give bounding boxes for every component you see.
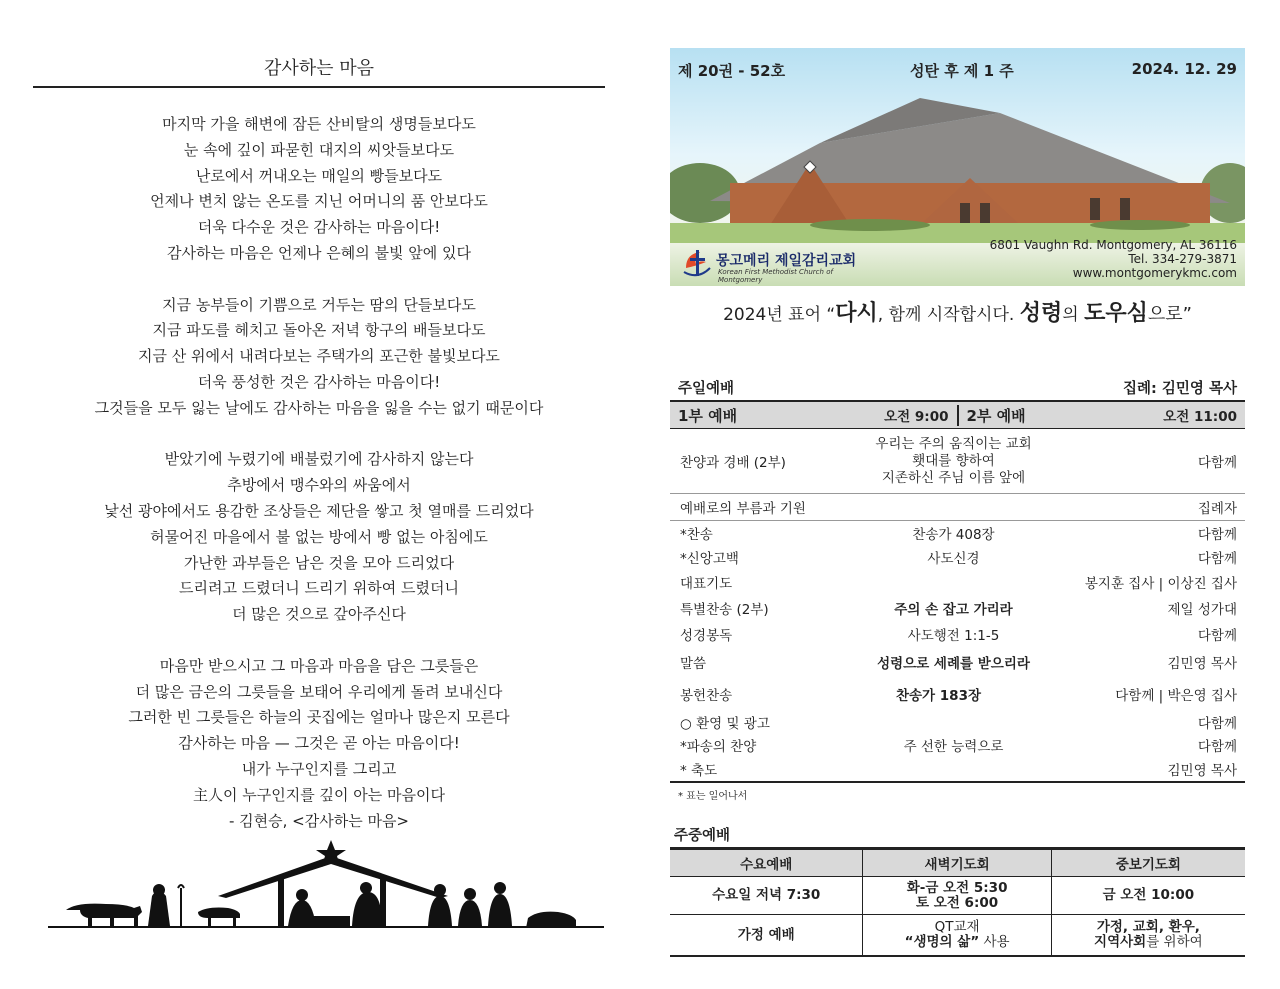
order-item [670, 647, 1245, 677]
table-header-row [670, 850, 1245, 877]
wednesday-time: 수요일 저녁 7:30 [670, 877, 863, 915]
order-item-who: 다함께 [1197, 628, 1237, 644]
order-item-name: 봉헌찬송 [680, 687, 733, 704]
poem-line: 더 많은 금은의 그릇들을 보태어 우리에게 돌려 보내신다 [135, 682, 503, 701]
motto-text: , 함께 시작합시다. [877, 305, 1020, 325]
second-service-label: 2부 예배 [966, 406, 1026, 425]
bulletin-date: 2024. 12. 29 [1131, 60, 1237, 78]
telephone: Tel. 334-279-3871 [1128, 252, 1237, 266]
poem-line: 마음만 받으시고 그 마음과 마음을 담은 그릇들은 [159, 656, 479, 675]
qt-use: 사용 [979, 934, 1010, 950]
order-item [670, 710, 1245, 733]
dawn-saturday-time: 토 오전 6:00 [916, 894, 999, 911]
order-item [670, 429, 1245, 493]
poem-line: 허물어진 마을에서 불 없는 방에서 빵 없는 아침에도 [150, 527, 488, 546]
order-item-content: 찬송가 183장 [895, 687, 982, 704]
street-address: 6801 Vaughn Rd. Montgomery, AL 36116 [989, 238, 1237, 252]
order-item-who: 다함께 | 박은영 집사 [1115, 687, 1237, 704]
order-item [670, 569, 1245, 594]
order-item-who: 집례자 [1197, 501, 1237, 517]
first-service-time: 오전 9:00 [884, 408, 949, 425]
home-worship-label: 가정 예배 [670, 915, 863, 957]
poem-line: 가난한 과부들은 남은 것을 모아 드리었다 [183, 553, 455, 572]
motto-prefix: 2024년 표어 “ [723, 305, 836, 325]
dawn-weekday-time: 화-금 오전 5:30 [906, 879, 1008, 896]
praise-song: 지존하신 주님 이름 앞에 [881, 469, 1026, 486]
poem-title: 감사하는 마음 [33, 48, 605, 88]
order-item [670, 545, 1245, 569]
order-item-name: 찬양과 경배 (2부) [680, 455, 786, 471]
poem-line: 받았기에 누렸기에 배불렀기에 감사하지 않는다 [164, 450, 474, 469]
weekday-worship-title: 주중예배 [670, 824, 1245, 849]
motto-word: 다시 [835, 301, 878, 326]
order-item-content: 주 선한 능력으로 [903, 739, 1004, 755]
poem-line: 그것들을 모두 잃는 날에도 감사하는 마음을 잃을 수는 없기 때문이다 [94, 398, 544, 417]
motto-word: 성령 [1019, 301, 1063, 326]
intercession-time: 금 오전 10:00 [1051, 877, 1245, 915]
order-item-who: 제일 성가대 [1167, 601, 1237, 618]
weekday-schedule-table [670, 849, 1245, 957]
website-link[interactable]: www.montgomerykmc.com [1072, 266, 1237, 280]
second-service [957, 405, 1246, 426]
section-title: 주일예배 [678, 381, 735, 397]
order-item-content: 주의 손 잡고 가리라 [894, 601, 1013, 618]
poem-line: 언제나 변치 않는 온도를 지닌 어머니의 품 안보다도 [150, 192, 488, 211]
praise-song: 우리는 주의 움직이는 교회 [875, 435, 1032, 452]
order-item-who: 봉지훈 집사 | 이상진 집사 [1084, 575, 1237, 592]
poem-line: 눈 속에 깊이 파묻힌 대지의 씨앗들보다도 [183, 140, 455, 159]
sunday-worship-header [670, 377, 1245, 402]
church-logo [680, 246, 860, 284]
order-item-name: 예배로의 부름과 기원 [680, 501, 806, 517]
poem-stanza [33, 112, 605, 267]
order-item-name: 말씀 [680, 656, 707, 672]
volume-number: 제 20권 - 52호 [678, 62, 786, 80]
column-header: 중보기도회 [1051, 850, 1245, 877]
church-building-painting [670, 83, 1245, 243]
order-item-name: *파송의 찬양 [680, 739, 757, 755]
poem-line: 낯선 광야에서도 용감한 조상들은 제단을 쌓고 첫 열매를 드리었다 [104, 501, 534, 520]
cross-flame-icon [680, 246, 714, 280]
order-item-content: 사도신경 [927, 551, 980, 567]
order-item-name: 대표기도 [680, 575, 733, 592]
sermon-title: 성령으로 세례를 받으리라 [877, 656, 1030, 672]
poem-line: 감사하는 마음 — 그것은 곧 아는 마음이다! [178, 734, 460, 753]
order-item [670, 621, 1245, 647]
poem-body [33, 112, 605, 834]
poem-line: 더욱 다수운 것은 감사하는 마음이다! [197, 218, 441, 237]
poem-page [33, 48, 605, 860]
poem-line: 主人이 누구인지를 깊이 아는 마음이다 [193, 785, 445, 804]
poem-line: 지금 산 위에서 내려다보는 주택가의 포근한 불빛보다도 [138, 347, 500, 366]
order-item-who: 다함께 [1197, 715, 1237, 732]
motto-text: 으로” [1147, 304, 1192, 325]
order-item-name: * 축도 [680, 763, 718, 779]
poem-line: 더욱 풍성한 것은 감사하는 마음이다! [197, 372, 441, 391]
order-item-name: 특별찬송 (2부) [680, 601, 769, 618]
order-item-who: 다함께 [1197, 455, 1237, 471]
poem-line: 지금 농부들이 기쁨으로 거두는 땀의 단들보다도 [162, 295, 476, 314]
qt-label: QT교재 [934, 919, 980, 935]
order-item-name: *신앙고백 [680, 551, 739, 567]
order-item [670, 677, 1245, 710]
order-item-name: ○ 환영 및 광고 [680, 715, 770, 732]
first-service-label: 1부 예배 [678, 406, 738, 425]
poem-line: 마지막 가을 해변에 잠든 산비탈의 생명들보다도 [162, 115, 476, 133]
order-item-content: 사도행전 1:1-5 [907, 628, 1000, 644]
order-item-name: *찬송 [680, 527, 713, 543]
order-item [670, 520, 1245, 545]
yearly-motto [670, 296, 1245, 327]
poem-stanza [33, 654, 605, 835]
poem-line: 지금 파도를 헤치고 돌아온 저녁 항구의 배들보다도 [152, 321, 486, 340]
column-header: 새벽기도회 [863, 850, 1051, 877]
prayer-topic-suffix: 를 위하여 [1146, 934, 1203, 950]
order-item-name: 성경봉독 [680, 628, 733, 644]
poem-line: 드리려고 드렸더니 드리기 위하여 드렸더니 [179, 579, 459, 598]
first-service [670, 405, 957, 426]
motto-text: 의 [1062, 305, 1085, 325]
prayer-topic-community: 지역사회 [1094, 934, 1147, 950]
service-times-bar [670, 402, 1245, 429]
dawn-prayer-time [863, 877, 1051, 915]
second-service-time: 오전 11:00 [1163, 408, 1237, 425]
order-item [670, 594, 1245, 621]
liturgical-season: 성탄 후 제 1 주 [910, 62, 1014, 80]
poem-stanza [33, 293, 605, 422]
poem-line: 그러한 빈 그릇들은 하늘의 곳집에는 얼마나 많은지 모른다 [128, 708, 510, 727]
praise-song: 횃대를 향하여 [912, 452, 995, 469]
order-item [670, 733, 1245, 757]
poem-stanza [33, 447, 605, 628]
order-item [670, 757, 1245, 783]
church-name: 몽고메리 제일감리교회 [716, 253, 857, 269]
poem-line: 내가 누구인지를 그리고 [241, 759, 397, 778]
poem-line: 추방에서 맹수와의 싸움에서 [227, 476, 411, 495]
worship-leader: 집례: 김민영 목사 [1123, 381, 1237, 397]
order-item-who: 김민영 목사 [1167, 656, 1237, 672]
qt-book-title: “생명의 삶” [904, 934, 980, 950]
order-item [670, 493, 1245, 520]
order-item-content: 찬송가 408장 [912, 527, 995, 543]
church-address [990, 238, 1237, 280]
standing-note: * 표는 일어나서 [678, 791, 748, 802]
motto-word: 도우심 [1084, 301, 1148, 326]
nativity-silhouette-image [48, 840, 604, 930]
poem-line: 난로에서 꺼내오는 매일의 빵들보다도 [195, 166, 443, 185]
order-item-content [830, 436, 1077, 487]
poem-line: 더 많은 것으로 갚아주신다 [232, 605, 406, 624]
poem-line: 감사하는 마음은 언제나 은혜의 불빛 앞에 있다 [167, 243, 471, 262]
church-header-image [670, 48, 1245, 286]
order-item-who: 김민영 목사 [1167, 763, 1237, 779]
order-item-who: 다함께 [1197, 527, 1237, 543]
order-item-who: 다함께 [1197, 551, 1237, 567]
column-header: 수요예배 [670, 850, 863, 877]
poem-credit: - 김현승, <감사하는 마음> [228, 811, 410, 830]
bulletin-page [670, 48, 1245, 957]
intercession-topics [1051, 915, 1245, 957]
order-item-who: 다함께 [1197, 739, 1237, 755]
prayer-topics: 가정, 교회, 환우, [1096, 919, 1200, 935]
table-row [670, 915, 1245, 957]
qt-material [863, 915, 1051, 957]
church-name-english: Korean First Methodist Church of Montgomery [718, 268, 833, 284]
table-row [670, 877, 1245, 915]
